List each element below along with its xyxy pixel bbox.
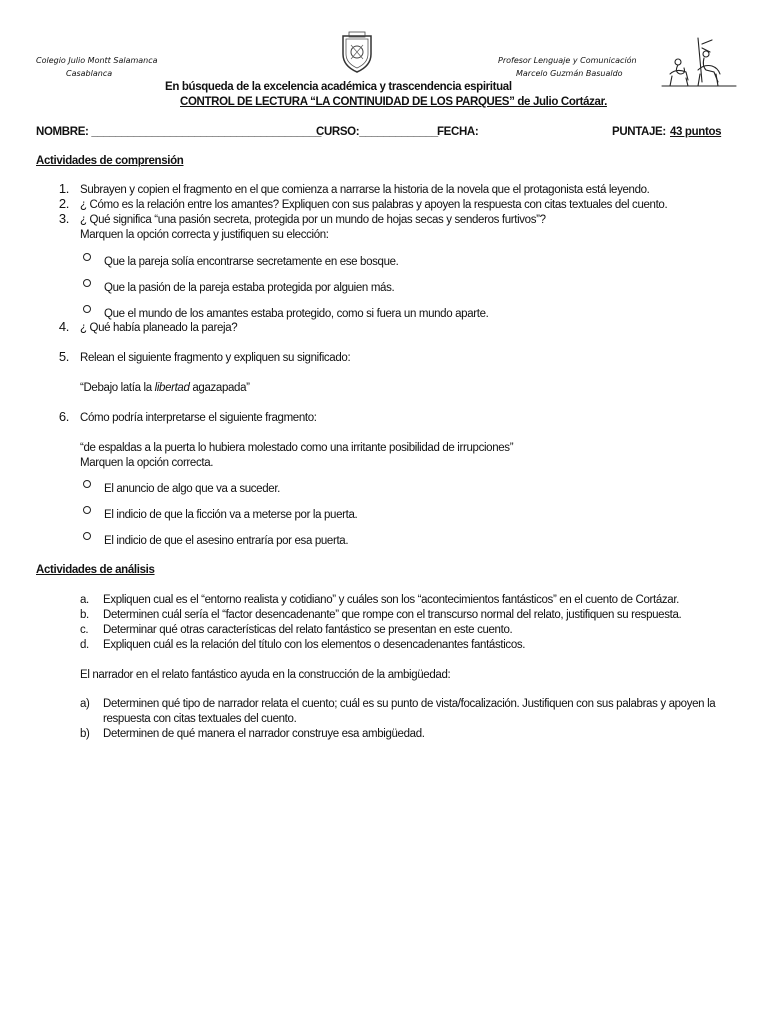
q6-option-1: El anuncio de algo que va a suceder. [104, 483, 281, 495]
q3-option-2: Que la pasión de la pareja estaba protegida por alguien más. [104, 282, 395, 294]
narrador-intro: El narrador en el relato fantástico ayuda en la construcción de la ambigüedad: [80, 669, 451, 681]
don-quixote-sketch-icon [658, 34, 740, 90]
q6-quote: “de espaldas a la puerta lo hubiera molestado como una irritante posibilidad de irrupciones” [80, 442, 514, 454]
q3-text: ¿ Qué significa “una pasión secreta, protegida por un mundo de hojas secas y senderos furtivos”? [80, 214, 546, 226]
motto: En búsqueda de la excelencia académica y trascendencia espiritual [165, 81, 512, 93]
q1-number: 1. [58, 181, 69, 196]
nombre-field[interactable]: NOMBRE: ______________________________________ [36, 126, 322, 138]
q5-quote-italic: libertad [154, 382, 190, 394]
q6-instruction: Marquen la opción correcta. [80, 457, 214, 469]
q5-number: 5. [58, 349, 69, 364]
puntaje-value: 43 puntos [670, 126, 722, 138]
q3-option-1: Que la pareja solía encontrarse secretamente en ese bosque. [104, 256, 399, 268]
q4-number: 4. [58, 319, 69, 334]
radio-circle-icon[interactable] [83, 506, 91, 514]
narrador-marker-a: a) [80, 698, 90, 710]
narrador-item-a-line1: Determinen qué tipo de narrador relata el cuento; cuál es su punto de vista/focalización. Justifiquen con sus palabras y apoyen la [103, 698, 716, 710]
analisis-marker-a: a. [80, 594, 89, 606]
analisis-marker-b: b. [80, 609, 89, 621]
school-city: Casablanca [66, 69, 113, 78]
q3-number: 3. [58, 211, 69, 226]
q3-instruction: Marquen la opción correcta y justifiquen su elección: [80, 229, 329, 241]
q5-quote [80, 381, 250, 395]
radio-circle-icon[interactable] [83, 253, 91, 261]
analisis-item-b: Determinen cuál sería el “factor desencadenante” que rompe con el transcurso normal del relato, justifiquen su respuesta. [103, 609, 682, 621]
school-crest-icon [337, 30, 377, 74]
q5-quote-b: agazapada” [189, 382, 250, 394]
analisis-item-d: Expliquen cuál es la relación del título con los elementos o desencadenantes fantásticos. [103, 639, 526, 651]
narrador-item-b-line1: Determinen de qué manera el narrador construye esa ambigüedad. [103, 728, 425, 740]
q6-text: Cómo podría interpretarse el siguiente fragmento: [80, 412, 317, 424]
q3-option-3: Que el mundo de los amantes estaba protegido, como si fuera un mundo aparte. [104, 308, 489, 320]
q6-number: 6. [58, 409, 69, 424]
curso-field[interactable]: CURSO:_____________ [316, 126, 438, 138]
analisis-marker-c: c. [80, 624, 89, 636]
q5-quote-a: “Debajo latía la [80, 382, 155, 394]
teacher-name: Marcelo Guzmán Basualdo [516, 69, 623, 78]
radio-circle-icon[interactable] [83, 532, 91, 540]
radio-circle-icon[interactable] [83, 279, 91, 287]
q6-option-2: El indicio de que la ficción va a meterse por la puerta. [104, 509, 358, 521]
q1-text: Subrayen y copien el fragmento en el que comienza a narrarse la historia de la novela que el protagonista está leyendo. [80, 184, 650, 196]
analisis-heading: Actividades de análisis [36, 564, 155, 576]
narrador-marker-b: b) [80, 728, 90, 740]
q6-option-3: El indicio de que el asesino entraría por esa puerta. [104, 535, 349, 547]
q4-text: ¿ Qué había planeado la pareja? [80, 322, 238, 334]
q2-text: ¿ Cómo es la relación entre los amantes? Expliquen con sus palabras y apoyen la respuesta con citas textuales del cuento. [80, 199, 668, 211]
document-title: CONTROL DE LECTURA “LA CONTINUIDAD DE LOS PARQUES” de Julio Cortázar. [180, 96, 607, 108]
narrador-item-a-line2: respuesta con citas textuales del cuento. [103, 713, 297, 725]
comprension-heading: Actividades de comprensión [36, 155, 184, 167]
analisis-item-c: Determinar qué otras características del relato fantástico se presentan en este cuento. [103, 624, 513, 636]
analisis-item-a: Expliquen cual es el “entorno realista y cotidiano” y cuáles son los “acontecimientos fantásticos” en el cuento de Cortázar. [103, 594, 680, 606]
puntaje-label: PUNTAJE: [612, 126, 666, 138]
fecha-field[interactable]: FECHA: [437, 126, 479, 138]
q5-text: Relean el siguiente fragmento y expliquen su significado: [80, 352, 351, 364]
q2-number: 2. [58, 196, 69, 211]
teacher-role: Profesor Lenguaje y Comunicación [498, 56, 637, 65]
radio-circle-icon[interactable] [83, 305, 91, 313]
radio-circle-icon[interactable] [83, 480, 91, 488]
analisis-marker-d: d. [80, 639, 89, 651]
school-name: Colegio Julio Montt Salamanca [36, 56, 158, 65]
